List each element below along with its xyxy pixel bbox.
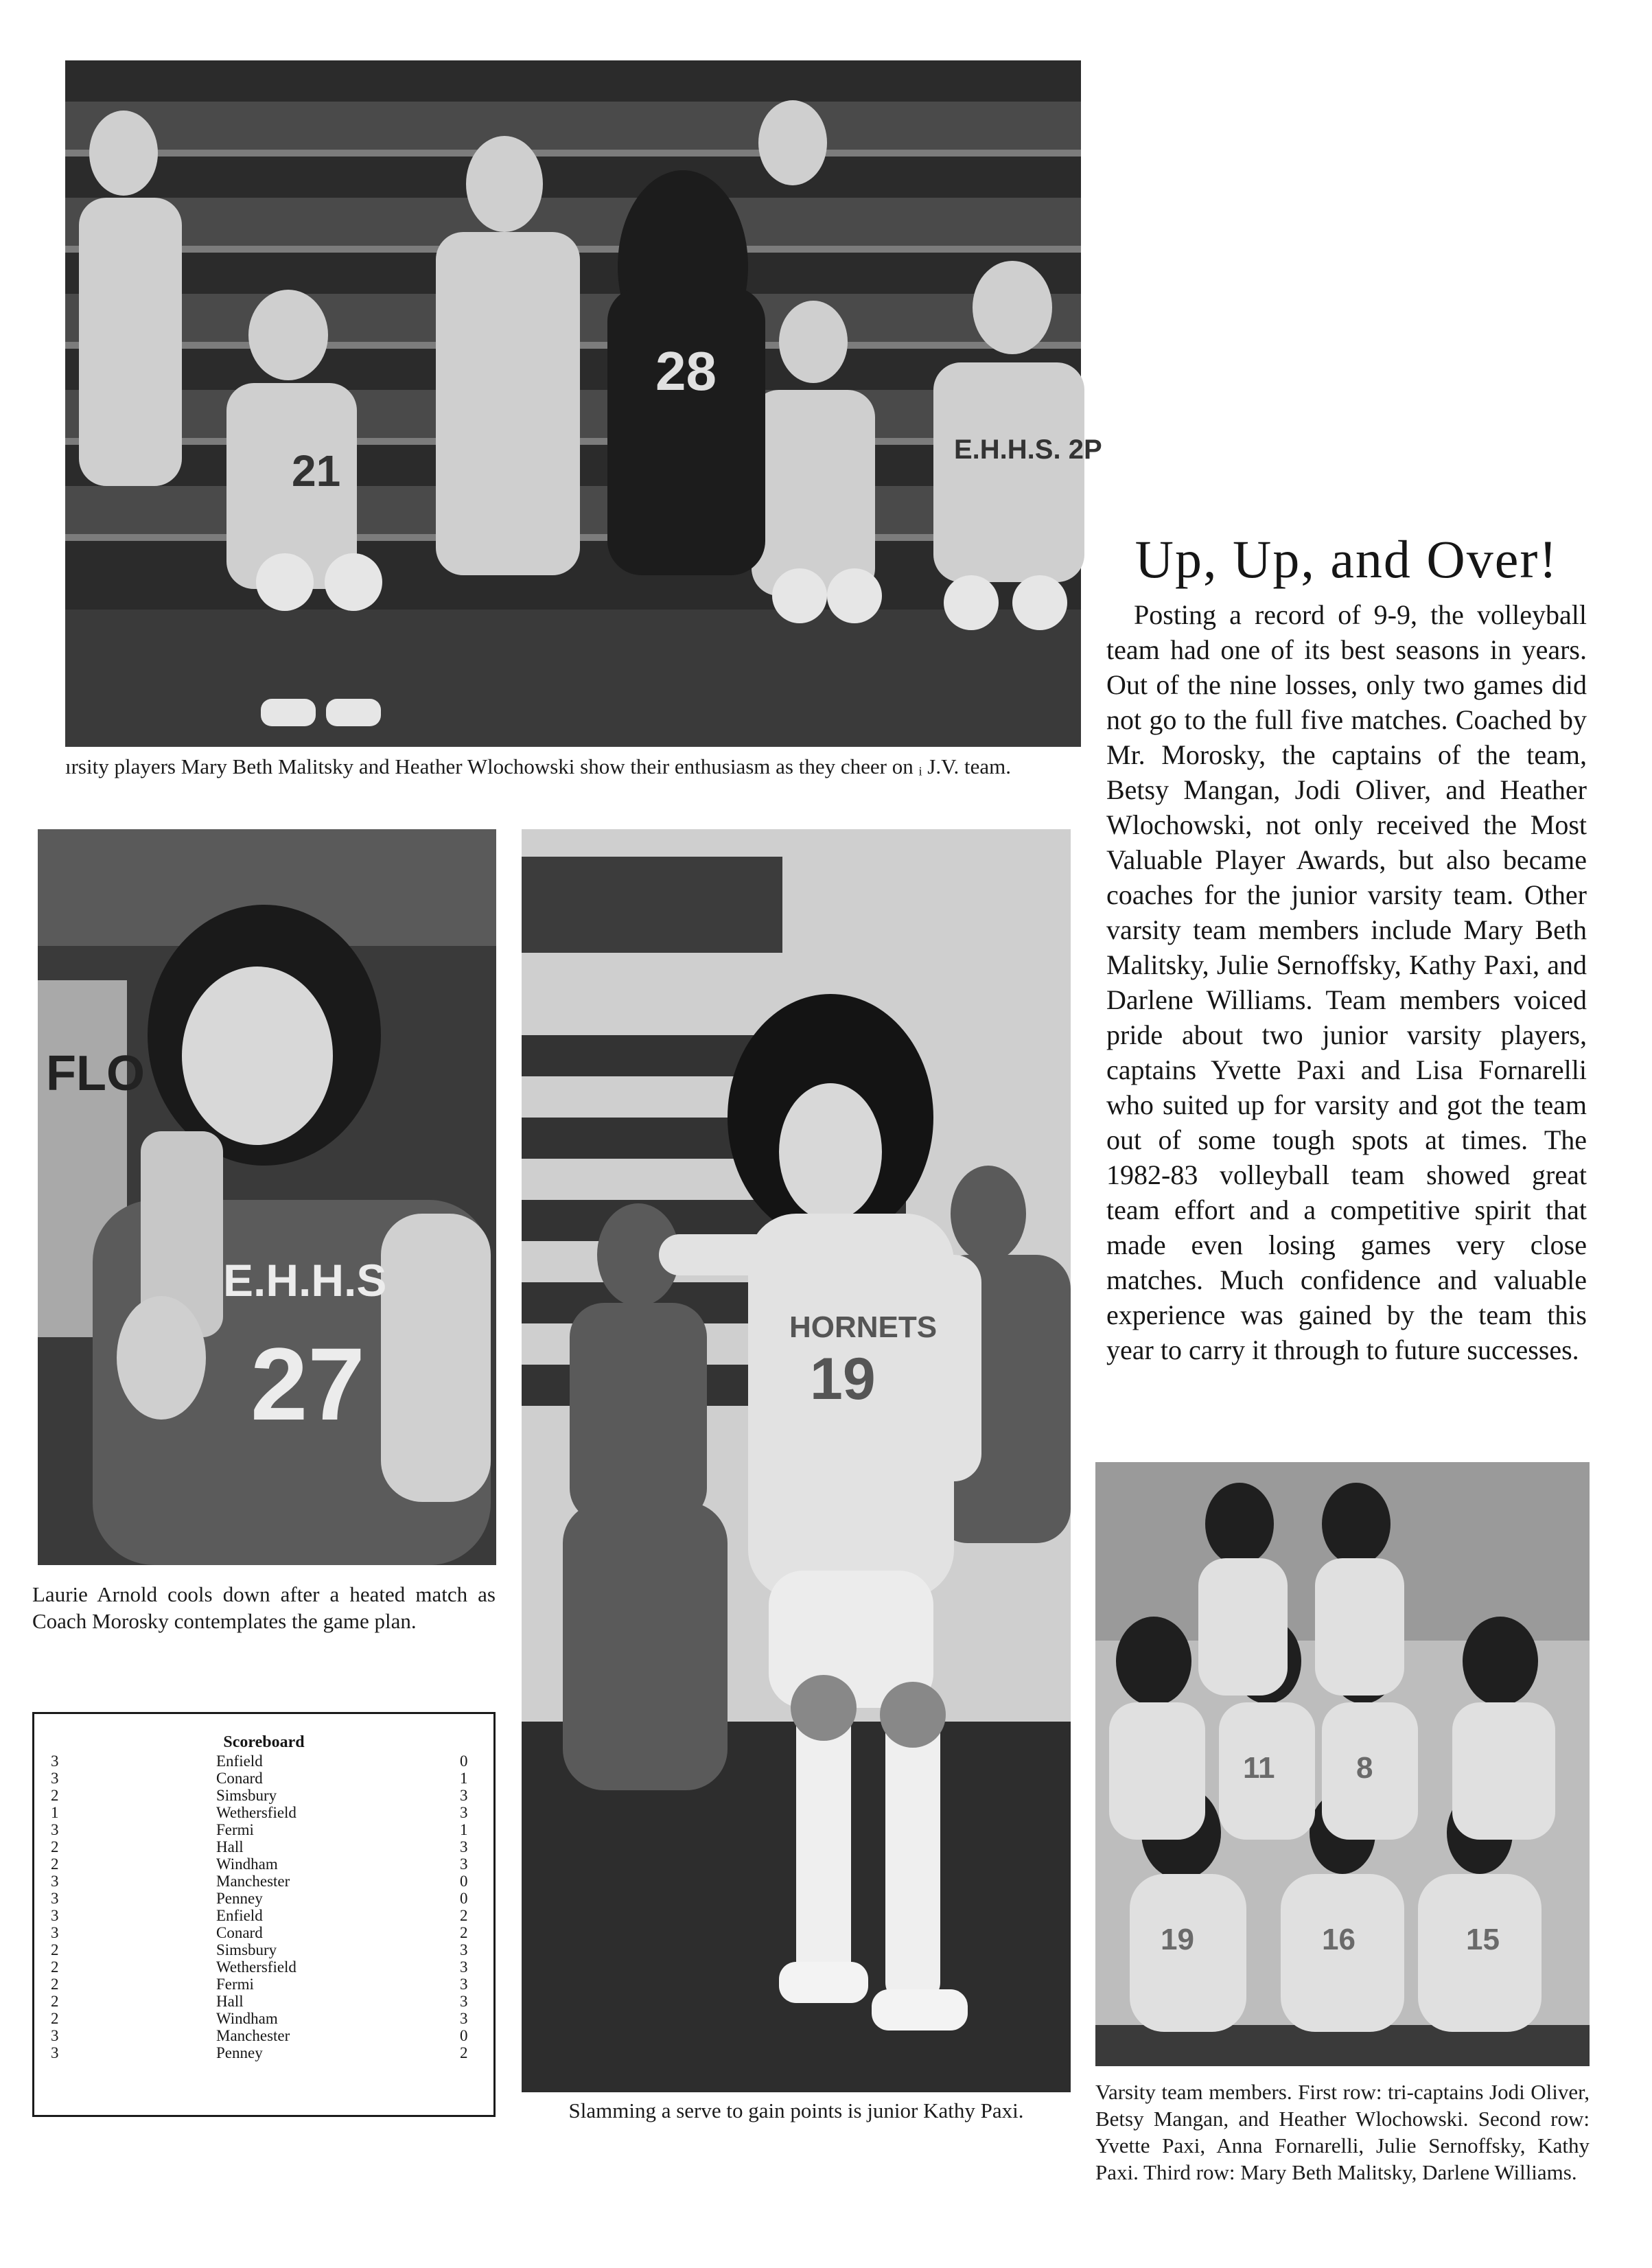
scoreboard-row: [34, 2027, 493, 2044]
scoreboard-row: [34, 1907, 493, 1924]
score-us: 3: [51, 1821, 59, 1838]
photo-laurie-arnold-image: [38, 829, 496, 1565]
scoreboard-row: [34, 2010, 493, 2027]
flo-shirt-text: FLO: [46, 1046, 145, 1101]
scoreboard-row: [34, 1890, 493, 1907]
score-opponent: Simsbury: [216, 1787, 277, 1804]
score-them: 3: [460, 1855, 468, 1873]
score-us: 2: [51, 1838, 59, 1855]
score-them: 1: [460, 1821, 468, 1838]
caption-bleachers: ırsity players Mary Beth Malitsky and Heather Wlochowski show their enthusiasm as they cheer on ᵢ J.V. team.: [65, 754, 1011, 778]
score-us: 2: [51, 1993, 59, 2010]
score-us: 3: [51, 1907, 59, 1924]
score-us: 3: [51, 1752, 59, 1770]
score-them: 2: [460, 1924, 468, 1941]
score-opponent: Penney: [216, 1890, 263, 1907]
score-opponent: Windham: [216, 1855, 278, 1873]
scoreboard-row: [34, 1976, 493, 1993]
team-jersey-number: 8: [1356, 1751, 1373, 1785]
score-us: 2: [51, 1958, 59, 1976]
score-them: 3: [460, 1976, 468, 1993]
score-opponent: Manchester: [216, 2027, 290, 2044]
score-opponent: Wethersfield: [216, 1804, 296, 1821]
caption-laurie-arnold: Laurie Arnold cools down after a heated match as Coach Morosky contemplates the game plan.: [32, 1582, 496, 1633]
scoreboard-row: [34, 1804, 493, 1821]
score-opponent: Hall: [216, 1993, 244, 2010]
score-them: 2: [460, 1907, 468, 1924]
score-opponent: Wethersfield: [216, 1958, 296, 1976]
jv-jersey-number: 21: [292, 446, 341, 496]
score-opponent: Simsbury: [216, 1941, 277, 1958]
score-us: 2: [51, 2010, 59, 2027]
cheer-jersey-number: 28: [655, 340, 717, 402]
laurie-jersey-letters: E.H.H.S: [223, 1255, 387, 1306]
photo-kathy-paxi: [522, 829, 1071, 2092]
scoreboard-row: [34, 1821, 493, 1838]
team-jersey-number: 15: [1466, 1923, 1500, 1956]
score-opponent: Fermi: [216, 1821, 254, 1838]
scoreboard-row: [34, 1855, 493, 1873]
score-opponent: Hall: [216, 1838, 244, 1855]
score-them: 3: [460, 1787, 468, 1804]
scoreboard-row: [34, 1838, 493, 1855]
photo-kathy-paxi-image: [522, 829, 1071, 2092]
score-us: 2: [51, 1787, 59, 1804]
score-them: 0: [460, 1873, 468, 1890]
score-them: 0: [460, 1890, 468, 1907]
scoreboard-title: Scoreboard: [223, 1733, 305, 1751]
scoreboard-row: [34, 2044, 493, 2061]
score-them: 0: [460, 2027, 468, 2044]
team-jersey-number: 19: [1161, 1923, 1194, 1956]
scoreboard-row: [34, 1958, 493, 1976]
score-opponent: Conard: [216, 1770, 263, 1787]
scoreboard-row: [34, 1993, 493, 2010]
score-us: 3: [51, 1924, 59, 1941]
scoreboard-row: [34, 1941, 493, 1958]
score-them: 3: [460, 1958, 468, 1976]
photo-bleachers: [65, 60, 1102, 747]
score-opponent: Enfield: [216, 1907, 263, 1924]
score-opponent: Windham: [216, 2010, 278, 2027]
score-us: 2: [51, 1855, 59, 1873]
score-opponent: Manchester: [216, 1873, 290, 1890]
scoreboard-row: [34, 1787, 493, 1804]
score-us: 2: [51, 1976, 59, 1993]
score-them: 1: [460, 1770, 468, 1787]
right-jersey-text: E.H.H.S. 2P: [954, 435, 1102, 465]
scoreboard-row: [34, 1873, 493, 1890]
caption-varsity-team: Varsity team members. First row: tri-captains Jodi Oliver, Betsy Mangan, and Heather Wlochowski. Second row: Yvette Paxi, Anna Fornarelli, Julie Sernoffsky, Kathy Paxi. Third row: Mary Beth Malitsky, Darlene Williams.: [1095, 2080, 1590, 2184]
photo-varsity-team-image: [1095, 1462, 1590, 2066]
score-us: 1: [51, 1804, 59, 1821]
score-them: 0: [460, 1752, 468, 1770]
kathy-jersey-team: HORNETS: [789, 1310, 938, 1344]
scoreboard-row: [34, 1770, 493, 1787]
score-them: 3: [460, 1838, 468, 1855]
score-us: 3: [51, 1770, 59, 1787]
team-jersey-number: 16: [1322, 1923, 1356, 1956]
photo-bleachers-image: [65, 60, 1102, 747]
score-opponent: Enfield: [216, 1752, 263, 1770]
score-us: 3: [51, 1873, 59, 1890]
scoreboard-row: [34, 1924, 493, 1941]
scoreboard: [32, 1712, 496, 2117]
photo-laurie-arnold: [38, 829, 496, 1565]
article-body: Posting a record of 9-9, the volleyball team had one of its best seasons in years. Out of the nine losses, only two games did not go to the full five matches. Coached by Mr. Morosky, the captains of the team, Betsy Mangan, Jodi Oliver, and Heather Wlochowski, not only received the Most Valuable Player Awards, but also became coaches for the junior varsity team. Other varsity team members include Mary Beth Malitsky, Julie Sernoffsky, Kathy Paxi, and Darlene Williams. Team members voiced pride about two junior varsity players, captains Yvette Paxi and Lisa Fornarelli who suited up for varsity and got the team out of some tough spots at times. The 1982-83 volleyball team showed great team effort and a competitive spirit that made even losing games very close matches. Much confidence and valuable experience was gained by the team this year to carry it through to future successes.: [1106, 599, 1587, 1365]
photo-varsity-team: [1095, 1462, 1590, 2066]
caption-kathy-paxi: Slamming a serve to gain points is junior Kathy Paxi.: [568, 2098, 1024, 2122]
score-us: 3: [51, 2044, 59, 2061]
score-opponent: Conard: [216, 1924, 263, 1941]
article-headline: Up, Up, and Over!: [1135, 529, 1559, 589]
score-them: 3: [460, 1804, 468, 1821]
score-us: 3: [51, 1890, 59, 1907]
score-them: 3: [460, 2010, 468, 2027]
kathy-jersey-number: 19: [810, 1346, 876, 1412]
score-opponent: Fermi: [216, 1976, 254, 1993]
score-us: 3: [51, 2027, 59, 2044]
score-opponent: Penney: [216, 2044, 263, 2061]
score-them: 3: [460, 1993, 468, 2010]
score-us: 2: [51, 1941, 59, 1958]
laurie-jersey-number: 27: [251, 1326, 365, 1442]
team-jersey-number: 11: [1243, 1751, 1275, 1785]
scoreboard-row: [34, 1752, 493, 1770]
score-them: 2: [460, 2044, 468, 2061]
score-them: 3: [460, 1941, 468, 1958]
